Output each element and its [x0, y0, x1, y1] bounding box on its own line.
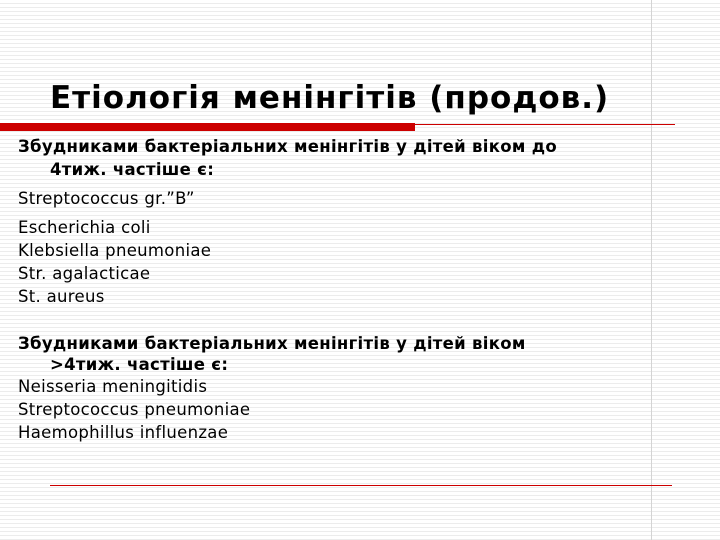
list-item: Streptococcus pneumoniae [18, 400, 251, 419]
slide-title: Етіологія менінгітів (продов.) [50, 80, 610, 116]
list-item: Haemophillus influenzae [18, 423, 229, 442]
heading-line: Збудниками бактеріальних менінгітів у дітей віком до [18, 137, 557, 156]
list-item: Klebsiella pneumoniae [18, 241, 212, 260]
section-heading-over-4-weeks [18, 333, 668, 375]
list-item: Escherichia coli [18, 218, 151, 237]
heading-line: 4тиж. частіше є: [50, 160, 215, 179]
heading-line: >4тиж. частіше є: [50, 355, 229, 374]
list-item: Neisseria meningitidis [18, 377, 208, 396]
list-item: Streptococcus gr.”B” [18, 189, 195, 208]
title-accent-bar [0, 123, 415, 131]
list-item: Str. agalacticae [18, 264, 151, 283]
section-heading-under-4-weeks [18, 135, 668, 181]
footer-rule [50, 485, 672, 486]
list-item: St. aureus [18, 287, 105, 306]
slide-content [18, 135, 668, 444]
heading-line: Збудниками бактеріальних менінгітів у дітей віком [18, 334, 526, 353]
title-underline [415, 124, 675, 125]
